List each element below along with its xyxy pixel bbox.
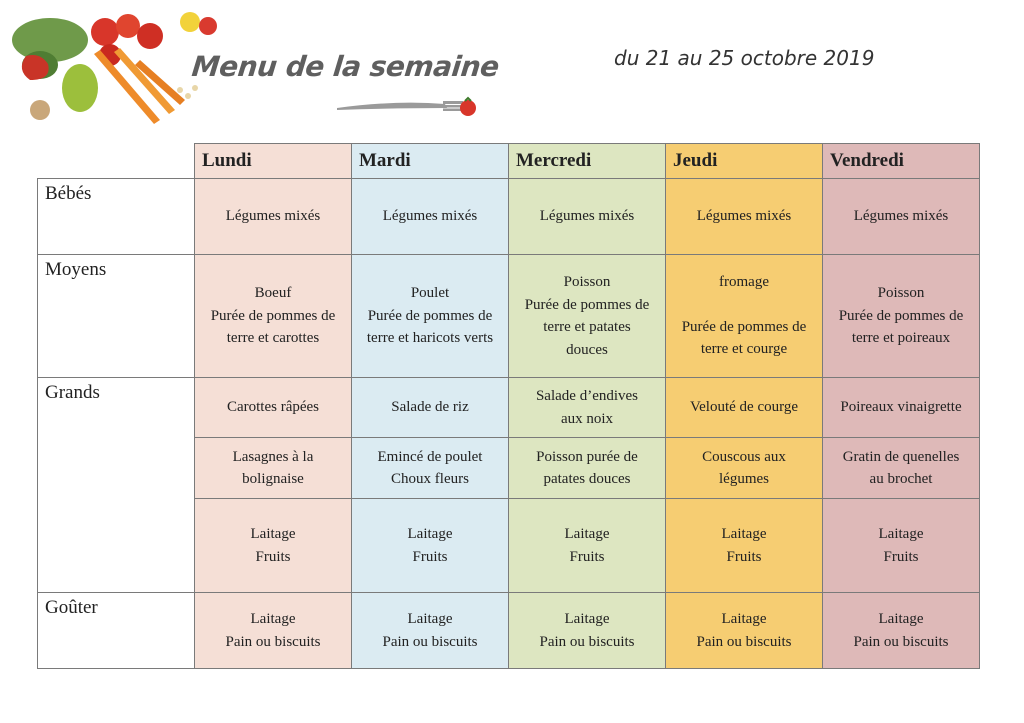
menu-line: Poulet bbox=[410, 285, 450, 302]
day-header-mardi: Mardi bbox=[352, 144, 509, 179]
menu-cell bbox=[195, 179, 352, 255]
menu-cell bbox=[195, 438, 352, 499]
menu-line: terre et courge bbox=[700, 341, 788, 358]
day-header-mercredi: Mercredi bbox=[509, 144, 666, 179]
menu-cell bbox=[509, 593, 666, 669]
menu-line: Choux fleurs bbox=[391, 471, 469, 487]
menu-line: Gratin de quenelles bbox=[842, 448, 960, 465]
menu-cell bbox=[195, 255, 352, 378]
menu-line: Fruits bbox=[883, 548, 919, 565]
menu-line: Laitage bbox=[250, 526, 296, 542]
menu-line: Laitage bbox=[407, 526, 453, 542]
corner-cell bbox=[38, 144, 195, 179]
day-header-vendredi: Vendredi bbox=[823, 144, 980, 179]
menu-line: terre et carottes bbox=[226, 330, 320, 347]
days-header-row bbox=[38, 144, 980, 179]
menu-line: terre et haricots verts bbox=[366, 330, 494, 347]
menu-line: douces bbox=[566, 341, 608, 358]
menu-line: Purée de pommes de bbox=[210, 307, 336, 324]
menu-line: terre et poireaux bbox=[851, 330, 951, 347]
menu-cell bbox=[352, 255, 509, 378]
date-range: du 21 au 25 octobre 2019 bbox=[614, 46, 875, 70]
menu-line: Carottes râpées bbox=[226, 399, 320, 416]
menu-line: Purée de pommes de bbox=[838, 307, 964, 324]
menu-line: Légumes mixés bbox=[539, 208, 635, 225]
group-label-grands: Grands bbox=[38, 378, 195, 593]
menu-line: Fruits bbox=[412, 548, 448, 565]
menu-line: Légumes mixés bbox=[853, 208, 949, 225]
menu-line: Salade de riz bbox=[391, 399, 469, 416]
menu-line: Poisson bbox=[563, 274, 611, 290]
menu-line: Laitage bbox=[721, 611, 767, 627]
menu-cell bbox=[195, 378, 352, 438]
menu-line: Légumes mixés bbox=[696, 208, 792, 225]
menu-cell bbox=[823, 378, 980, 438]
row-bebes bbox=[38, 179, 980, 255]
menu-cell bbox=[509, 179, 666, 255]
menu-line: Poisson purée de bbox=[536, 448, 638, 465]
weekly-menu-table bbox=[37, 143, 980, 669]
menu-cell bbox=[823, 593, 980, 669]
menu-cell bbox=[823, 438, 980, 499]
menu-line: fromage bbox=[719, 274, 769, 291]
menu-cell bbox=[352, 378, 509, 438]
menu-cell bbox=[352, 179, 509, 255]
row-moyens bbox=[38, 255, 980, 378]
menu-cell bbox=[666, 255, 823, 378]
group-label-gouter: Goûter bbox=[38, 593, 195, 669]
menu-line: Fruits bbox=[255, 548, 291, 565]
menu-line: Pain ou biscuits bbox=[539, 633, 635, 650]
group-label-moyens: Moyens bbox=[38, 255, 195, 378]
menu-line: Laitage bbox=[878, 611, 924, 627]
menu-cell bbox=[666, 378, 823, 438]
menu-line: aux noix bbox=[560, 410, 614, 427]
menu-cell bbox=[509, 499, 666, 593]
menu-line: Légumes mixés bbox=[382, 208, 478, 225]
menu-line bbox=[670, 294, 818, 316]
page-title: Menu de la semaine bbox=[190, 50, 501, 83]
menu-line: patates douces bbox=[543, 471, 631, 487]
menu-line: Laitage bbox=[721, 526, 767, 542]
menu-line: Laitage bbox=[564, 611, 610, 627]
menu-line: Fruits bbox=[569, 548, 605, 565]
menu-line: Pain ou biscuits bbox=[225, 633, 321, 650]
menu-cell bbox=[666, 593, 823, 669]
group-label-bebes: Bébés bbox=[38, 179, 195, 255]
menu-line: Laitage bbox=[878, 526, 924, 542]
menu-line: Purée de pommes de bbox=[524, 296, 650, 313]
menu-line: Légumes mixés bbox=[225, 208, 321, 225]
menu-cell bbox=[823, 255, 980, 378]
day-header-lundi: Lundi bbox=[195, 144, 352, 179]
menu-line: Pain ou biscuits bbox=[853, 633, 949, 650]
menu-cell bbox=[352, 499, 509, 593]
menu-line: Velouté de courge bbox=[689, 399, 799, 416]
menu-cell bbox=[352, 593, 509, 669]
menu-cell bbox=[666, 438, 823, 499]
menu-cell bbox=[509, 378, 666, 438]
menu-line: Laitage bbox=[564, 526, 610, 542]
day-header-jeudi: Jeudi bbox=[666, 144, 823, 179]
menu-cell bbox=[195, 499, 352, 593]
menu-line: Salade d’endives bbox=[535, 388, 639, 404]
menu-cell bbox=[666, 179, 823, 255]
menu-cell bbox=[509, 438, 666, 499]
menu-line: Poireaux vinaigrette bbox=[840, 399, 962, 416]
menu-line: Couscous aux bbox=[702, 448, 786, 465]
menu-line: bolignaise bbox=[242, 471, 304, 487]
row-grands-entree bbox=[38, 378, 980, 438]
menu-line: Purée de pommes de bbox=[681, 318, 807, 335]
menu-line: Poisson bbox=[877, 285, 925, 302]
page-header bbox=[0, 0, 1024, 135]
menu-line: Emincé de poulet bbox=[377, 448, 483, 465]
menu-line: Fruits bbox=[726, 548, 762, 565]
menu-line: Pain ou biscuits bbox=[696, 633, 792, 650]
menu-line: terre et patates bbox=[543, 319, 631, 335]
menu-cell bbox=[352, 438, 509, 499]
menu-cell bbox=[195, 593, 352, 669]
menu-line: au brochet bbox=[869, 471, 933, 487]
menu-line: légumes bbox=[719, 471, 769, 487]
menu-line: Purée de pommes de bbox=[367, 307, 493, 324]
menu-line: Laitage bbox=[407, 611, 453, 627]
menu-line: Pain ou biscuits bbox=[382, 633, 478, 650]
fork-icon bbox=[335, 96, 480, 118]
row-gouter bbox=[38, 593, 980, 669]
menu-cell bbox=[509, 255, 666, 378]
menu-line: Laitage bbox=[250, 611, 296, 627]
menu-cell bbox=[823, 179, 980, 255]
menu-line: Boeuf bbox=[254, 285, 292, 302]
menu-line: Lasagnes à la bbox=[232, 448, 314, 465]
menu-cell bbox=[823, 499, 980, 593]
menu-cell bbox=[666, 499, 823, 593]
